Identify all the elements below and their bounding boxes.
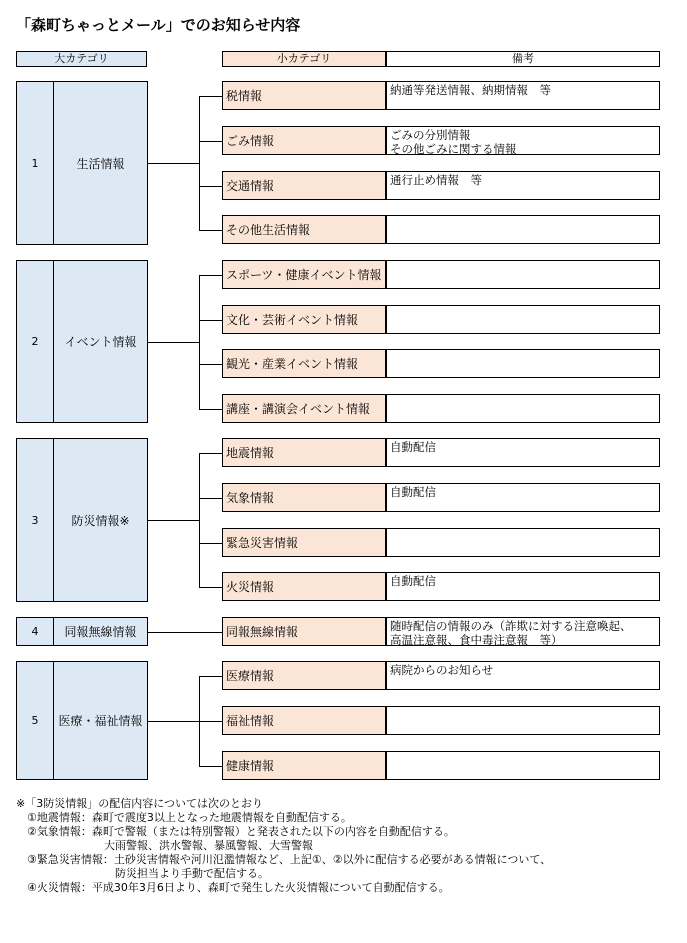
connector-line: [147, 163, 199, 164]
connector-line: [199, 676, 222, 677]
connector-line: [199, 275, 200, 409]
category-number: 1: [16, 81, 54, 245]
connector-line: [199, 766, 222, 767]
remarks-cell: [386, 260, 660, 289]
remarks-cell: 自動配信: [386, 572, 660, 601]
connector-line: [199, 498, 222, 499]
footnote-line: 大雨警報、洪水警報、暴風警報、大雪警報: [16, 839, 313, 852]
category-number: 4: [16, 617, 54, 646]
minor-category: 気象情報: [222, 483, 386, 512]
connector-line: [199, 721, 222, 722]
remarks-cell: 自動配信: [386, 483, 660, 512]
connector-line: [147, 520, 199, 521]
connector-line: [199, 96, 222, 97]
connector-line: [147, 632, 222, 633]
minor-category: 文化・芸術イベント情報: [222, 305, 386, 334]
major-category-name: 防災情報※: [53, 438, 148, 602]
minor-category: 同報無線情報: [222, 617, 386, 646]
connector-line: [199, 587, 222, 588]
connector-line: [199, 186, 222, 187]
remarks-cell: [386, 751, 660, 780]
connector-line: [147, 342, 199, 343]
minor-category: ごみ情報: [222, 126, 386, 155]
footnote: [16, 797, 551, 895]
category-number: 5: [16, 661, 54, 780]
remarks-cell: 通行止め情報 等: [386, 171, 660, 200]
minor-category: 税情報: [222, 81, 386, 110]
footnote-line: ②気象情報：森町で警報（または特別警報）と発表された以下の内容を自動配信する。: [16, 825, 455, 838]
major-category-name: 医療・福祉情報: [53, 661, 148, 780]
connector-line: [199, 141, 222, 142]
minor-category: 交通情報: [222, 171, 386, 200]
remarks-cell: 随時配信の情報のみ（詐欺に対する注意喚起、 高温注意報、食中毒注意報 等）: [386, 617, 660, 646]
category-number: 3: [16, 438, 54, 602]
connector-line: [199, 453, 222, 454]
minor-category: その他生活情報: [222, 215, 386, 244]
header-remarks: 備考: [386, 51, 660, 67]
footnote-line: ③緊急災害情報：土砂災害情報や河川氾濫情報など、上記①、②以外に配信する必要がある情報について、: [16, 853, 552, 866]
connector-line: [147, 721, 199, 722]
remarks-cell: 納通等発送情報、納期情報 等: [386, 81, 660, 110]
connector-line: [199, 364, 222, 365]
remarks-cell: ごみの分別情報 その他ごみに関する情報: [386, 126, 660, 155]
connector-line: [199, 543, 222, 544]
remarks-cell: [386, 305, 660, 334]
footnote-line: ①地震情報：森町で震度3以上となった地震情報を自動配信する。: [16, 811, 352, 824]
minor-category: 医療情報: [222, 661, 386, 690]
footnote-line: ※「3防災情報」の配信内容については次のとおり: [16, 797, 263, 810]
minor-category: 健康情報: [222, 751, 386, 780]
footnote-line: 防災担当より手動で配信する。: [16, 867, 269, 880]
header-major-category: 大カテゴリ: [16, 51, 147, 67]
major-category-name: イベント情報: [53, 260, 148, 423]
header-minor-category: 小カテゴリ: [222, 51, 386, 67]
minor-category: 火災情報: [222, 572, 386, 601]
minor-category: 地震情報: [222, 438, 386, 467]
major-category-name: 同報無線情報: [53, 617, 148, 646]
minor-category: 講座・講演会イベント情報: [222, 394, 386, 423]
footnote-line: ④火災情報：平成30年3月6日より、森町で発生した火災情報について自動配信する。: [16, 881, 450, 894]
minor-category: 緊急災害情報: [222, 528, 386, 557]
connector-line: [199, 96, 200, 230]
connector-line: [199, 409, 222, 410]
minor-category: 観光・産業イベント情報: [222, 349, 386, 378]
minor-category: スポーツ・健康イベント情報: [222, 260, 386, 289]
remarks-cell: [386, 349, 660, 378]
remarks-cell: 病院からのお知らせ: [386, 661, 660, 690]
connector-line: [199, 453, 200, 587]
minor-category: 福祉情報: [222, 706, 386, 735]
category-number: 2: [16, 260, 54, 423]
remarks-cell: [386, 394, 660, 423]
connector-line: [199, 230, 222, 231]
connector-line: [199, 275, 222, 276]
connector-line: [199, 320, 222, 321]
remarks-cell: [386, 706, 660, 735]
page-title: 「森町ちゃっとメール」でのお知らせ内容: [16, 16, 301, 34]
remarks-cell: 自動配信: [386, 438, 660, 467]
remarks-cell: [386, 528, 660, 557]
remarks-cell: [386, 215, 660, 244]
major-category-name: 生活情報: [53, 81, 148, 245]
